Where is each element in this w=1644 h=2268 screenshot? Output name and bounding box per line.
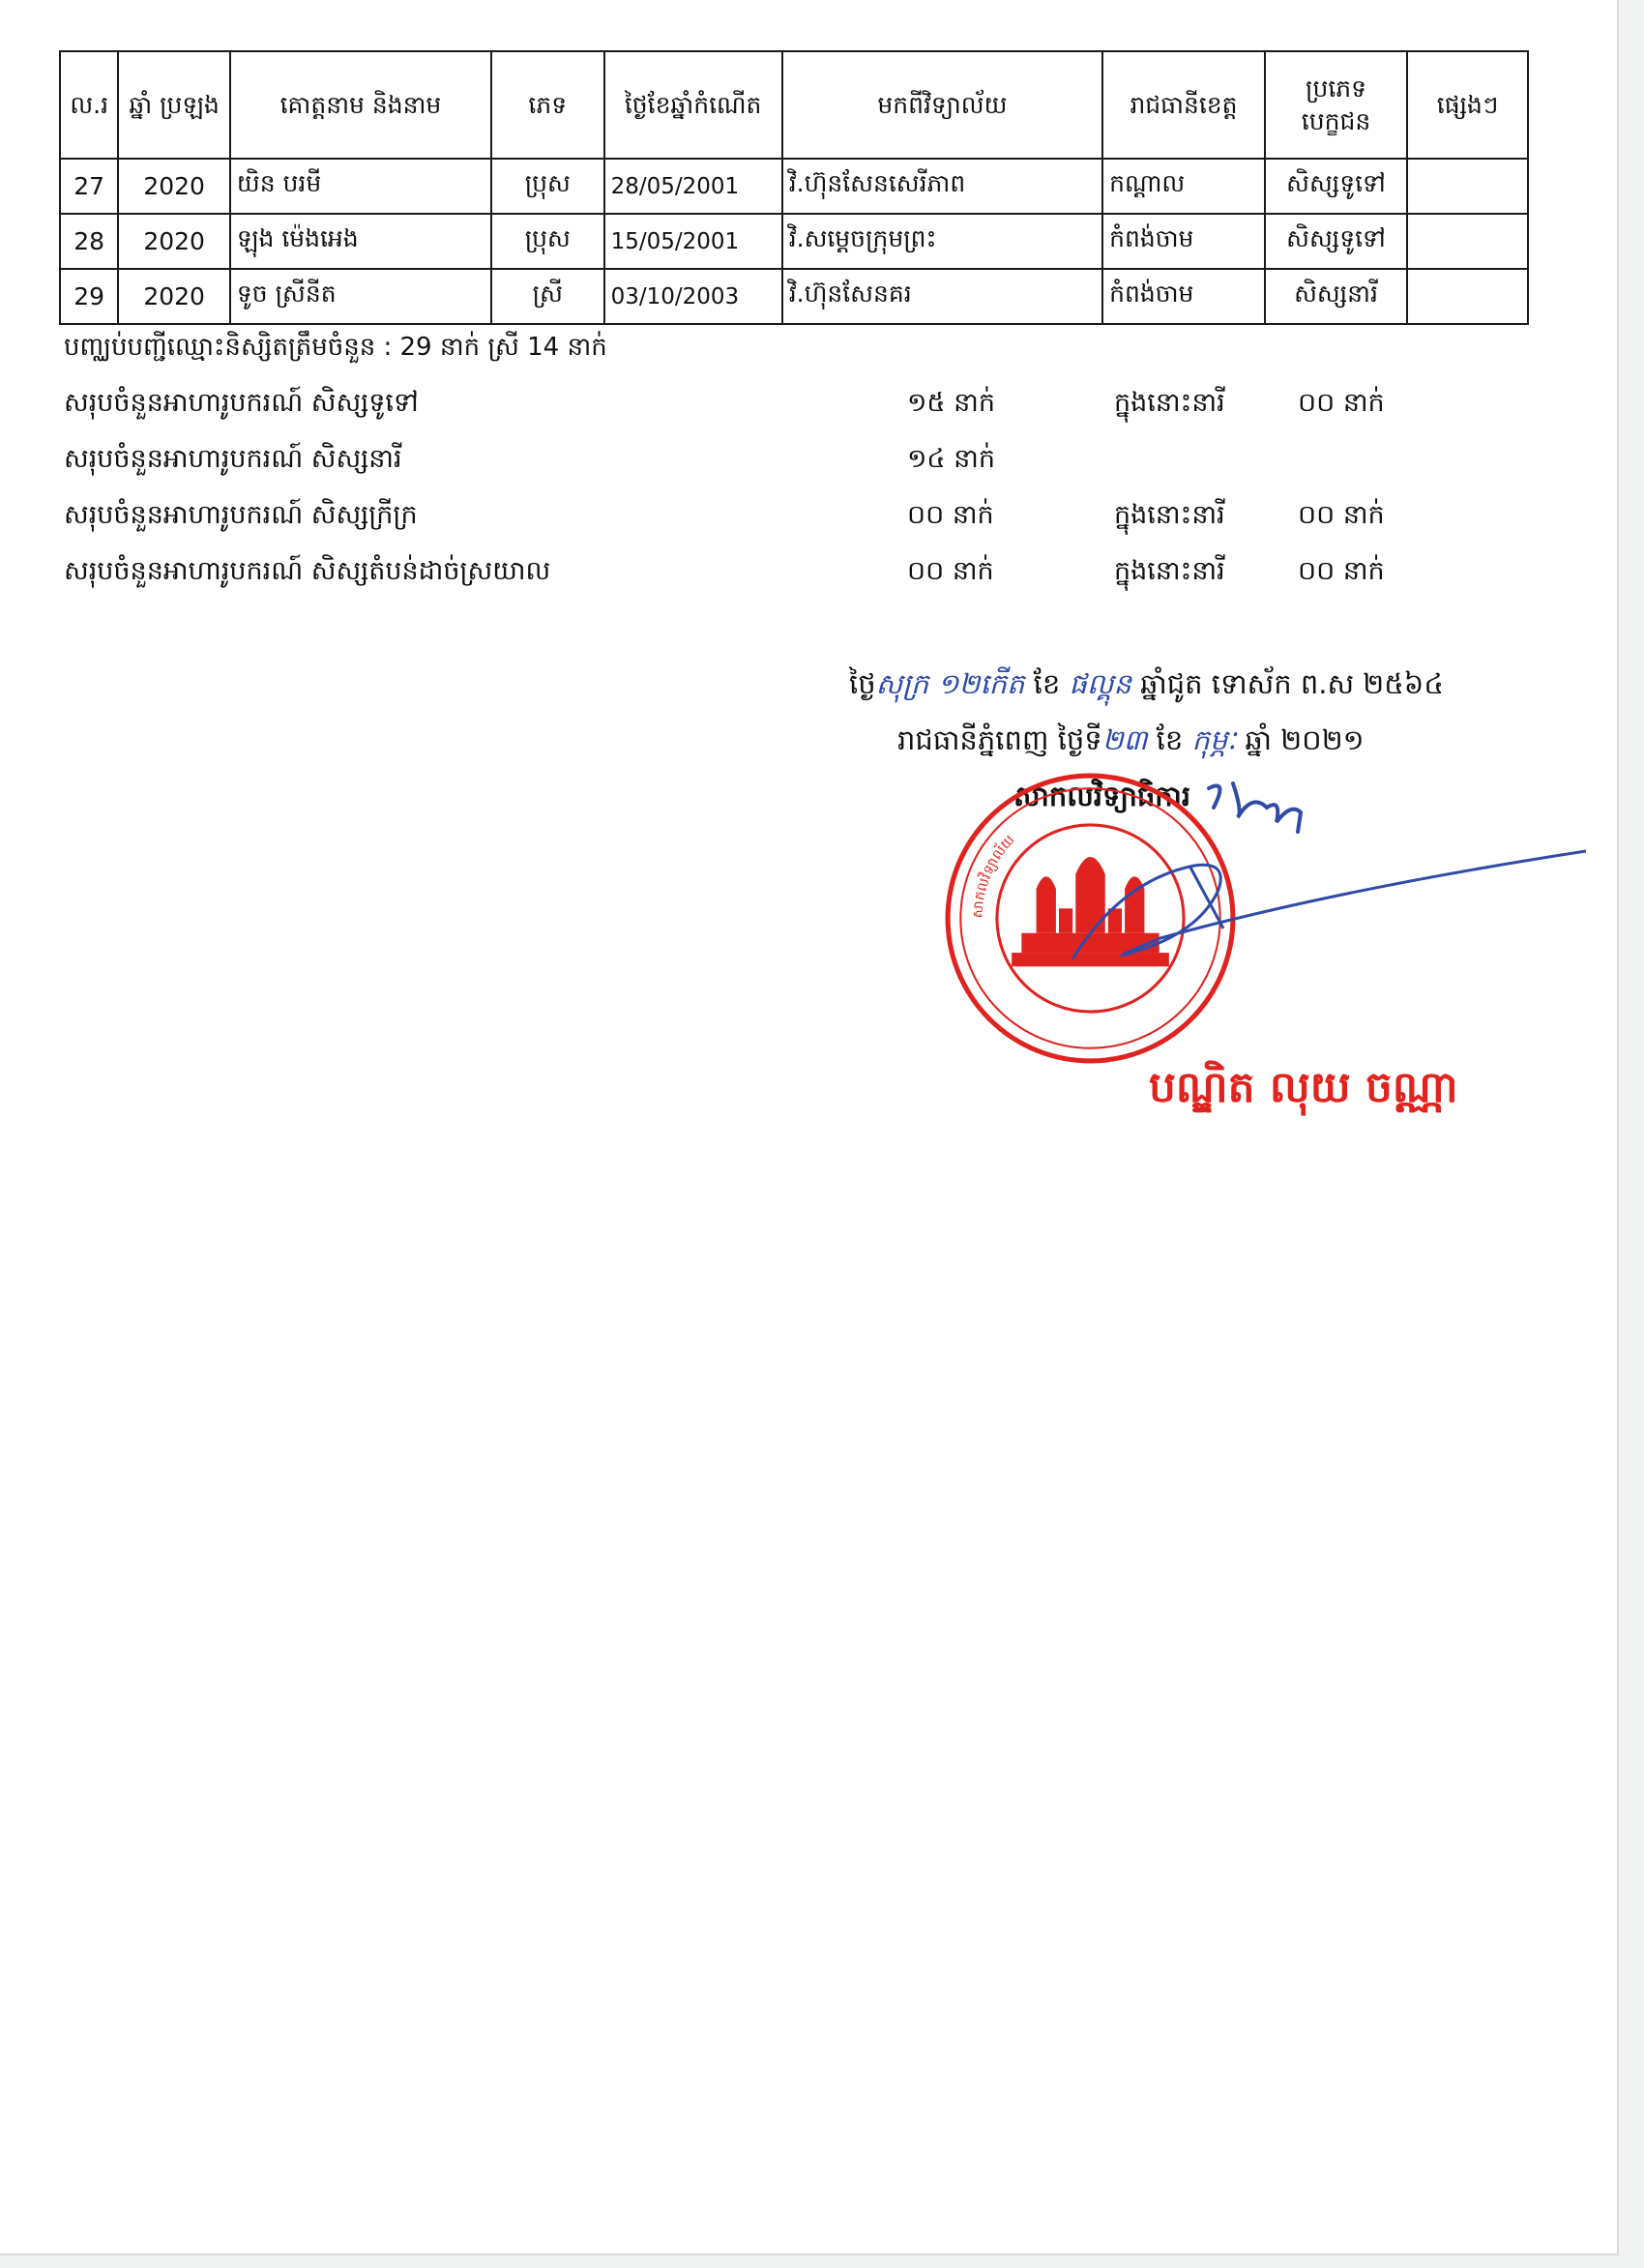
cell-other	[1407, 159, 1528, 214]
cell-year: 2020	[118, 159, 230, 214]
student-table	[59, 50, 1529, 325]
cell-province: កណ្តាល	[1102, 159, 1265, 214]
cell-dob: 03/10/2003	[604, 269, 782, 324]
cell-no: 27	[60, 159, 118, 214]
lunar-month-handwritten: ផល្គុន	[1069, 667, 1131, 700]
summary-in-count: ០០ នាក់	[1298, 500, 1385, 530]
summary-in-label: ក្នុងនោះនារី	[1114, 556, 1225, 586]
cell-dob: 28/05/2001	[604, 159, 782, 214]
lunar-day-prefix: ថ្ងៃ	[849, 667, 876, 700]
summary-in-label: ក្នុងនោះនារី	[1114, 388, 1225, 418]
month-handwritten: កុម្ភៈ	[1191, 723, 1237, 756]
cell-type: សិស្សទូទៅ	[1265, 214, 1407, 269]
header-candidate-type: ប្រភេទ បេក្ខជន	[1265, 51, 1407, 159]
header-full-name: គោត្តនាម និងនាម	[230, 51, 491, 159]
header-no: ល.រ	[60, 51, 118, 159]
lunar-day-handwritten: សុក្រ ១២កើត	[875, 667, 1025, 700]
table-row	[60, 159, 1528, 214]
cell-province: កំពង់ចាម	[1102, 269, 1265, 324]
summary-count: ០០ នាក់	[907, 500, 994, 530]
solar-date-line	[897, 723, 1365, 764]
lunar-date-line	[849, 667, 1444, 708]
signer-name: បណ្ឌិត លុយ ចណ្ណា	[1149, 1063, 1458, 1112]
summary-in-label: ក្នុងនោះនារី	[1114, 500, 1225, 530]
cell-name: ឡុង ម៉េងអេង	[230, 214, 491, 269]
table-header-row	[60, 51, 1528, 159]
summary-label: សរុបចំនួនអាហារូបករណ៍ សិស្សទូទៅ	[64, 388, 419, 418]
table-row	[60, 269, 1528, 324]
header-province: រាជធានីខេត្ត	[1102, 51, 1265, 159]
lunar-month-prefix: ខែ	[1033, 667, 1061, 700]
cell-type: សិស្សទូទៅ	[1265, 159, 1407, 214]
place-prefix: រាជធានីភ្នំពេញ ថ្ងៃទី	[897, 723, 1102, 756]
cell-name: ទូច ស្រីនីត	[230, 269, 491, 324]
cell-school: វិ.ហ៊ុនសែនគរ	[782, 269, 1102, 324]
summary-count: ០០ នាក់	[907, 556, 994, 586]
summary-count: ១៤ នាក់	[907, 444, 995, 474]
header-exam-year: ឆ្នាំ ប្រឡង	[118, 51, 230, 159]
cell-year: 2020	[118, 269, 230, 324]
header-from-school: មកពីវិទ្យាល័យ	[782, 51, 1102, 159]
cell-school: វិ.សម្តេចក្រុមព្រះ	[782, 214, 1102, 269]
cell-year: 2020	[118, 214, 230, 269]
header-other: ផ្សេងៗ	[1407, 51, 1528, 159]
total-line: បញ្ឈប់បញ្ជីឈ្មោះនិស្សិតត្រឹមចំនួន : 29 នាក់ ស្រី 14 នាក់	[64, 333, 607, 362]
cell-province: កំពង់ចាម	[1102, 214, 1265, 269]
cell-no: 29	[60, 269, 118, 324]
cell-sex: ស្រី	[491, 269, 604, 324]
cell-type: សិស្សនារី	[1265, 269, 1407, 324]
cell-name: យិន បរមី	[230, 159, 491, 214]
summary-in-count: ០០ នាក់	[1298, 556, 1385, 586]
cell-school: វិ.ហ៊ុនសែនសេរីភាព	[782, 159, 1102, 214]
summary-in-count: ០០ នាក់	[1298, 388, 1385, 418]
summary-label: សរុបចំនួនអាហារូបករណ៍ សិស្សតំបន់ដាច់ស្រយាល	[64, 556, 551, 586]
summary-label: សរុបចំនួនអាហារូបករណ៍ សិស្សក្រីក្រ	[64, 500, 418, 530]
cell-other	[1407, 269, 1528, 324]
day-handwritten: ២៣	[1101, 723, 1148, 756]
year-text: ឆ្នាំ ២០២១	[1245, 723, 1365, 756]
seal-ring-text: សាកលវិទ្យាល័យ	[970, 832, 1018, 919]
table-row	[60, 214, 1528, 269]
summary-label: សរុបចំនួនអាហារូបករណ៍ សិស្សនារី	[64, 444, 402, 474]
cell-sex: ប្រុស	[491, 159, 604, 214]
cell-no: 28	[60, 214, 118, 269]
month-prefix: ខែ	[1156, 723, 1184, 756]
office-title: សាកលវិទ្យាធិការ	[1013, 780, 1191, 812]
summary-count: ១៥ នាក់	[907, 388, 995, 418]
cell-dob: 15/05/2001	[604, 214, 782, 269]
header-dob: ថ្ងៃខែឆ្នាំកំណើត	[604, 51, 782, 159]
handwritten-signature	[1044, 774, 1586, 987]
cell-other	[1407, 214, 1528, 269]
lunar-year: ឆ្នាំជូត ទោស័ក ព.ស ២៥៦៤	[1140, 667, 1444, 700]
cell-sex: ប្រុស	[491, 214, 604, 269]
header-sex: ភេទ	[491, 51, 604, 159]
